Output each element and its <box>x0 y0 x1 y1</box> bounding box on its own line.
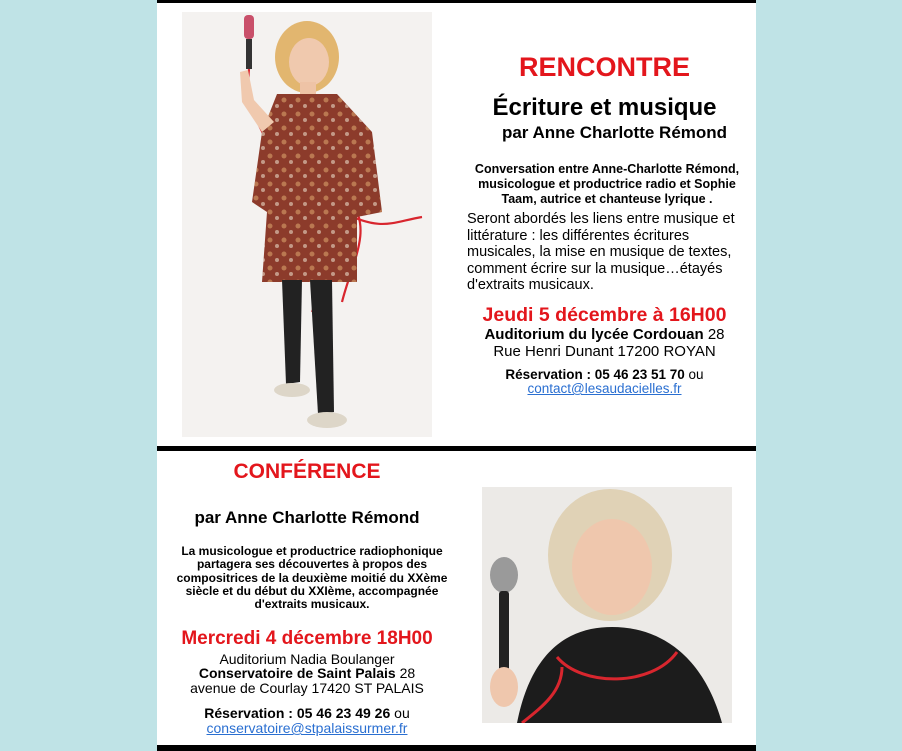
photo-portrait-woman <box>482 487 732 723</box>
rencontre-author: par Anne Charlotte Rémond <box>501 123 728 142</box>
rencontre-venue-line1 <box>457 326 752 343</box>
flyer-sheet <box>157 0 756 751</box>
conference-reservation <box>157 705 457 721</box>
conference-email-link[interactable]: conservatoire@stpalaissurmer.fr <box>206 720 408 736</box>
rencontre-reservation-phone: Réservation : 05 46 23 51 70 <box>505 367 685 382</box>
rencontre-email-line <box>457 381 752 396</box>
rencontre-heading: RENCONTRE <box>518 52 690 82</box>
rencontre-venue-number: 28 <box>703 326 725 343</box>
top-divider <box>157 0 756 3</box>
conference-venue-name: Conservatoire de Saint Palais <box>198 665 396 681</box>
bottom-divider <box>157 745 756 751</box>
conference-date: Mercredi 4 décembre 18H00 <box>181 628 433 649</box>
conference-email-line <box>157 720 457 736</box>
conference-author: par Anne Charlotte Rémond <box>194 508 420 527</box>
photo-standing-woman <box>182 12 432 437</box>
conference-description: La musicologue et productrice radiophonique partagera ses découvertes à propos des compositrices de la deuxième moitié du XXème siècle et du début du XXIème, accompagnée d'extraits musicaux. <box>176 544 448 612</box>
rencontre-description: Seront abordés les liens entre musique et littérature : les différentes écritures musicales, la mise en musique de textes, comment écrire sur la musique…étayés d'extraits musicaux. <box>467 211 735 293</box>
rencontre-date: Jeudi 5 décembre à 16H00 <box>482 304 727 326</box>
conference-venue-line1: Auditorium Nadia Boulanger <box>219 651 395 667</box>
rencontre-venue-line2: Rue Henri Dunant 17200 ROYAN <box>493 343 716 360</box>
rencontre-reservation <box>457 367 752 382</box>
conference-venue-line2 <box>157 665 457 681</box>
rencontre-venue-name: Auditorium du lycée Cordouan <box>484 326 704 343</box>
conference-venue-line3: avenue de Courlay 17420 ST PALAIS <box>190 680 424 696</box>
rencontre-conversation: Conversation entre Anne-Charlotte Rémond, musicologue et productrice radio et Sophie Taam, autrice et chanteuse lyrique . <box>474 162 740 206</box>
rencontre-title: Écriture et musique <box>492 94 717 121</box>
rencontre-reservation-or: ou <box>684 367 704 382</box>
rencontre-email-link[interactable]: contact@lesaudacielles.fr <box>527 381 682 396</box>
conference-heading: CONFÉRENCE <box>233 460 381 483</box>
conference-reservation-phone: Réservation : 05 46 23 49 26 <box>204 705 391 721</box>
middle-divider <box>157 446 756 451</box>
conference-venue-number: 28 <box>395 665 416 681</box>
conference-reservation-or: ou <box>390 705 410 721</box>
